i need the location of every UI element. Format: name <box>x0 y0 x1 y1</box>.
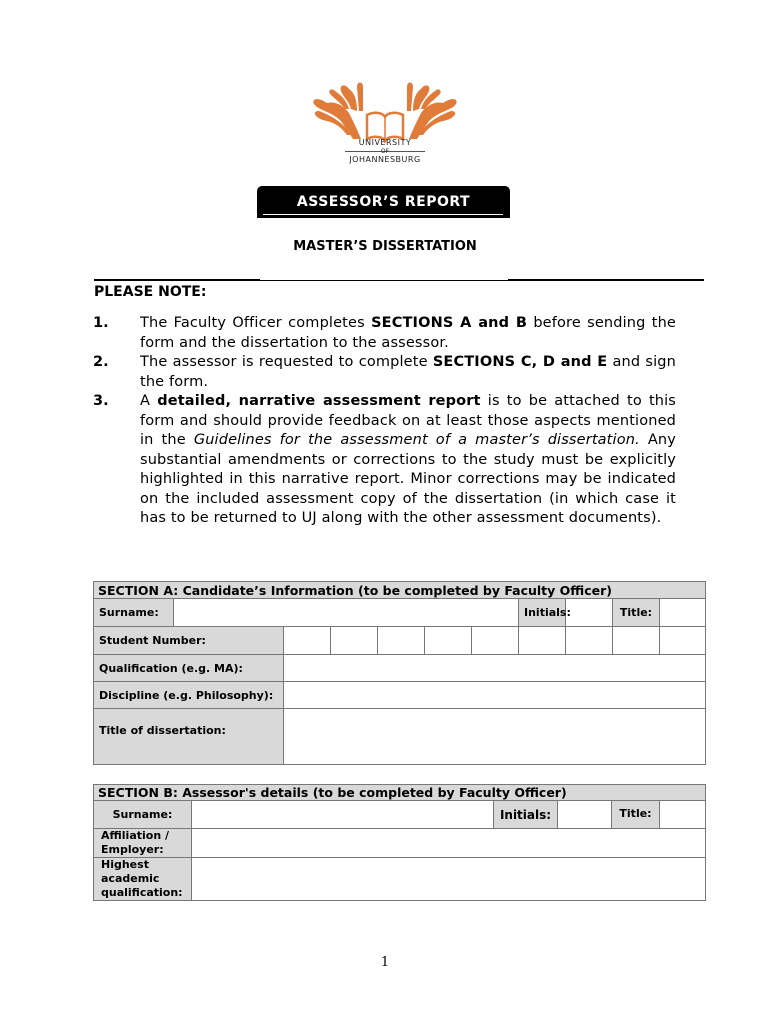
discipline-label: Discipline (e.g. Philosophy): <box>94 682 284 709</box>
affiliation-field[interactable] <box>192 829 706 858</box>
report-title: ASSESSOR’S REPORT <box>296 194 471 210</box>
student-number-digit[interactable] <box>660 627 706 655</box>
assessor-title-field[interactable] <box>660 801 706 829</box>
page-number: 1 <box>380 955 390 970</box>
note-number: 2. <box>93 354 109 370</box>
assessor-surname-label: Surname: <box>94 801 192 829</box>
report-subtitle: MASTER’S DISSERTATION <box>293 239 477 254</box>
assessor-initials-label: Initials: <box>494 801 558 829</box>
assessor-initials-field[interactable] <box>558 801 612 829</box>
highest-qualification-label: Highest academic qualification: <box>94 858 192 901</box>
logo-text-university: UNIVERSITY <box>358 138 412 147</box>
assessor-surname-field[interactable] <box>192 801 494 829</box>
surname-label: Surname: <box>94 599 174 627</box>
student-number-digit[interactable] <box>519 627 566 655</box>
divider-left <box>94 279 260 281</box>
student-number-digit[interactable] <box>613 627 660 655</box>
student-number-digit[interactable] <box>472 627 519 655</box>
note-text: A detailed, narrative assessment report is to be attached to this form and should provide feedback on at least those aspects mentioned in the Guidelines for the assessment of a master’s dissertation. Any substantial amendments or corrections to the study must be explicitly highlighted in this narrative report. Minor corrections may be indicated on the included assessment copy of the dissertation (in which case it has to be returned to UJ along with the other assessment documents). <box>140 393 677 526</box>
qualification-field[interactable] <box>284 655 706 682</box>
divider-right <box>508 279 704 281</box>
discipline-field[interactable] <box>284 682 706 709</box>
note-heading: PLEASE NOTE: <box>94 284 207 300</box>
section-a-heading: SECTION A: Candidate’s Information (to be completed by Faculty Officer) <box>94 582 706 599</box>
divider-middle <box>260 280 508 281</box>
student-number-digit[interactable] <box>331 627 378 655</box>
note-number: 1. <box>93 315 109 331</box>
student-number-digit[interactable] <box>566 627 613 655</box>
logo-text-johannesburg: JOHANNESBURG <box>349 155 421 164</box>
candidate-surname-field[interactable] <box>174 599 519 627</box>
qualification-label: Qualification (e.g. MA): <box>94 655 284 682</box>
note-text: The Faculty Officer completes SECTIONS A and B before sending the form and the dissertation to the assessor. <box>140 315 676 351</box>
section-b-table <box>93 784 706 901</box>
banner-underline <box>263 214 503 215</box>
highest-qualification-field[interactable] <box>192 858 706 901</box>
note-number: 3. <box>93 393 109 409</box>
section-a-table <box>93 581 706 765</box>
student-number-digit[interactable] <box>284 627 331 655</box>
student-number-digit[interactable] <box>425 627 472 655</box>
assessor-title-label: Title: <box>612 801 660 829</box>
student-number-digit[interactable] <box>378 627 425 655</box>
affiliation-label: Affiliation / Employer: <box>94 829 192 858</box>
dissertation-title-label: Title of dissertation: <box>94 709 284 765</box>
title-label: Title: <box>613 599 660 627</box>
logo-text-of: OF <box>380 148 390 155</box>
candidate-initials-field[interactable] <box>566 599 613 627</box>
dissertation-title-field[interactable] <box>284 709 706 765</box>
section-b-heading: SECTION B: Assessor's details (to be completed by Faculty Officer) <box>94 785 706 801</box>
note-text: The assessor is requested to complete SECTIONS C, D and E and sign the form. <box>140 354 676 390</box>
report-title-banner <box>257 186 510 218</box>
initials-label: Initials: <box>519 599 566 627</box>
candidate-title-field[interactable] <box>660 599 706 627</box>
student-number-label: Student Number: <box>94 627 284 655</box>
